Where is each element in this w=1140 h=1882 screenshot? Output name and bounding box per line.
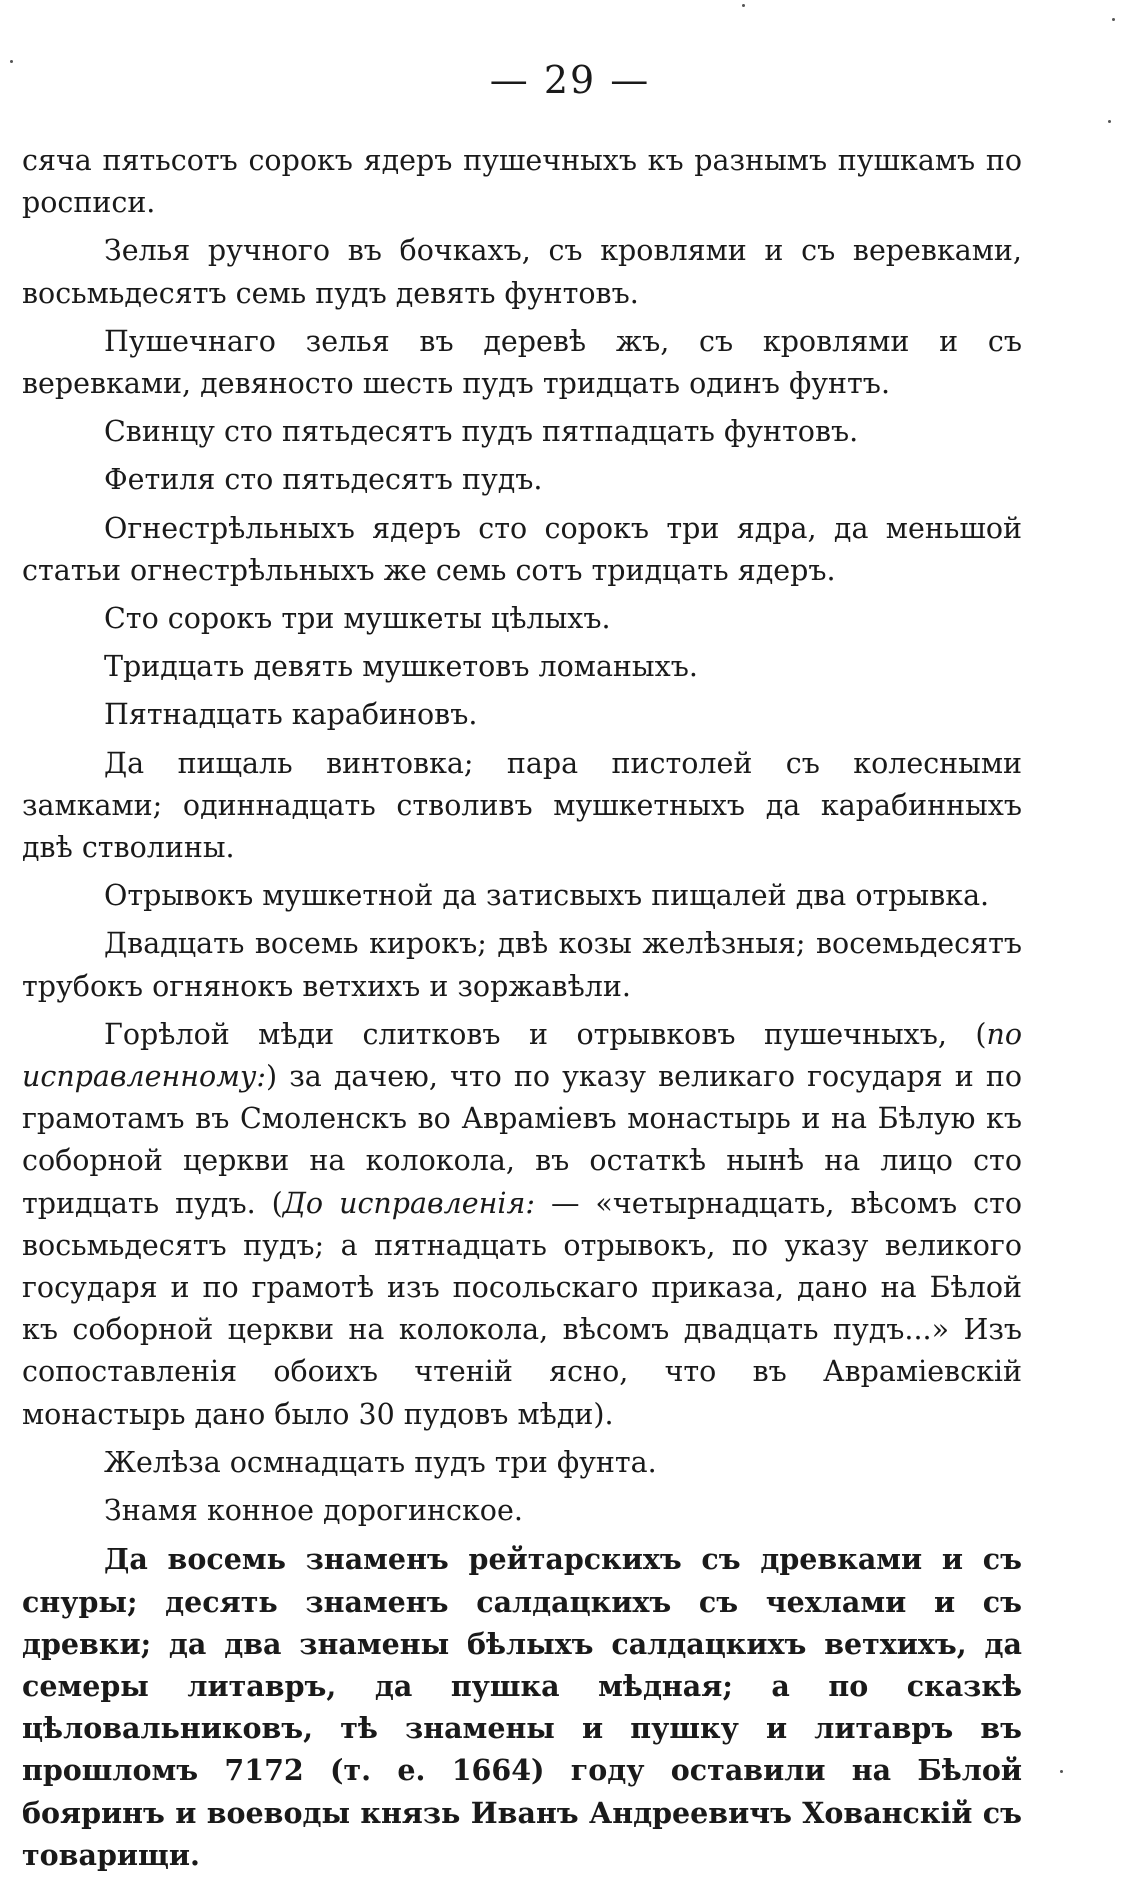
scan-speck xyxy=(1108,120,1111,123)
paragraph: Да пищаль винтовка; пара пистолей съ колесными замками; одиннадцать стволивъ мушкетныхъ да карабинныхъ двѣ стволины. xyxy=(22,746,1022,865)
scan-speck xyxy=(742,4,745,7)
paragraph: Тридцать девять мушкетовъ ломаныхъ. xyxy=(104,650,698,684)
paragraph: Зелья ручного въ бочкахъ, съ кровлями и съ веревками, восьмьдесятъ семь пудъ девять фунтовъ. xyxy=(22,234,1022,310)
italic-note: по исправленному: xyxy=(22,1017,1022,1094)
scan-speck xyxy=(1060,1770,1063,1773)
paragraph: Свинцу сто пятьдесятъ пудъ пятпадцать фунтовъ. xyxy=(104,415,859,449)
paragraph-copper xyxy=(22,1014,1022,1436)
paragraph: Пятнадцать карабиновъ. xyxy=(104,698,478,732)
paragraph: Огнестрѣльныхъ ядеръ сто сорокъ три ядра, да меньшой статьи огнестрѣльныхъ же семь сотъ тридцать ядеръ. xyxy=(22,511,1022,587)
text-run: Горѣлой мѣди слитковъ и отрывковъ пушечныхъ, ( xyxy=(104,1017,987,1051)
paragraph: Да восемь знаменъ рейтарскихъ съ древками и съ снуры; десять знаменъ салдацкихъ съ чехлами и съ древки; да два знамены бѣлыхъ салдацкихъ ветхихъ, да семеры литавръ, да пушка мѣдная; а по сказкѣ цѣловальниковъ, тѣ знамены и пушку и литавръ въ прошломъ 7172 (т. е. 1664) году оставили на Бѣлой бояринъ и воеводы князь Иванъ Андреевичъ Хованскій съ товарищи. xyxy=(22,1542,1022,1872)
paragraph: Желѣза осмнадцать пудъ три фунта. xyxy=(104,1445,657,1479)
text-run: — «четырнадцать, вѣсомъ сто восьмьдесятъ пудъ; а пятнадцать отрывокъ, по указу великого государя и по грамотѣ изъ посольскаго приказа, дано на Бѣлой къ соборной церкви на колокола, вѣсомъ двадцать пудъ...» Изъ сопоставленія обоихъ чтеній ясно, что въ Авраміевскій монастырь дано было 30 пудовъ мѣди). xyxy=(22,1186,1022,1431)
body-text xyxy=(22,140,1022,1882)
paragraph: Пушечнаго зелья въ деревѣ жъ, съ кровлями и съ веревками, девяносто шесть пудъ тридцать одинъ фунтъ. xyxy=(22,324,1022,401)
paragraph: Сто сорокъ три мушкеты цѣлыхъ. xyxy=(104,602,611,636)
paragraph: Двадцать восемь кирокъ; двѣ козы желѣзныя; восемьдесятъ трубокъ огнянокъ ветхихъ и зоржавѣли. xyxy=(22,927,1022,1003)
paragraph: Отрывокъ мушкетной да затисвыхъ пищалей два отрывка. xyxy=(104,879,990,913)
paragraph: сяча пятьсотъ сорокъ ядеръ пушечныхъ къ разнымъ пушкамъ по росписи. xyxy=(22,144,1022,220)
text-run: ) за дачею, что по указу великаго государя и по грамотамъ въ Смоленскъ во Авраміевъ монастырь и на Бѣлую къ соборной церкви на колокола, въ остаткѣ нынѣ на лицо сто тридцать пудъ. ( xyxy=(22,1060,1022,1220)
paragraph: Фетиля сто пятьдесятъ пудъ. xyxy=(104,463,543,497)
italic-note: До исправленія: xyxy=(282,1186,535,1220)
scan-speck xyxy=(10,60,13,63)
paragraph: Знамя конное дорогинское. xyxy=(104,1494,523,1528)
scan-speck xyxy=(1112,18,1115,21)
page-number: — 29 — xyxy=(489,58,651,102)
